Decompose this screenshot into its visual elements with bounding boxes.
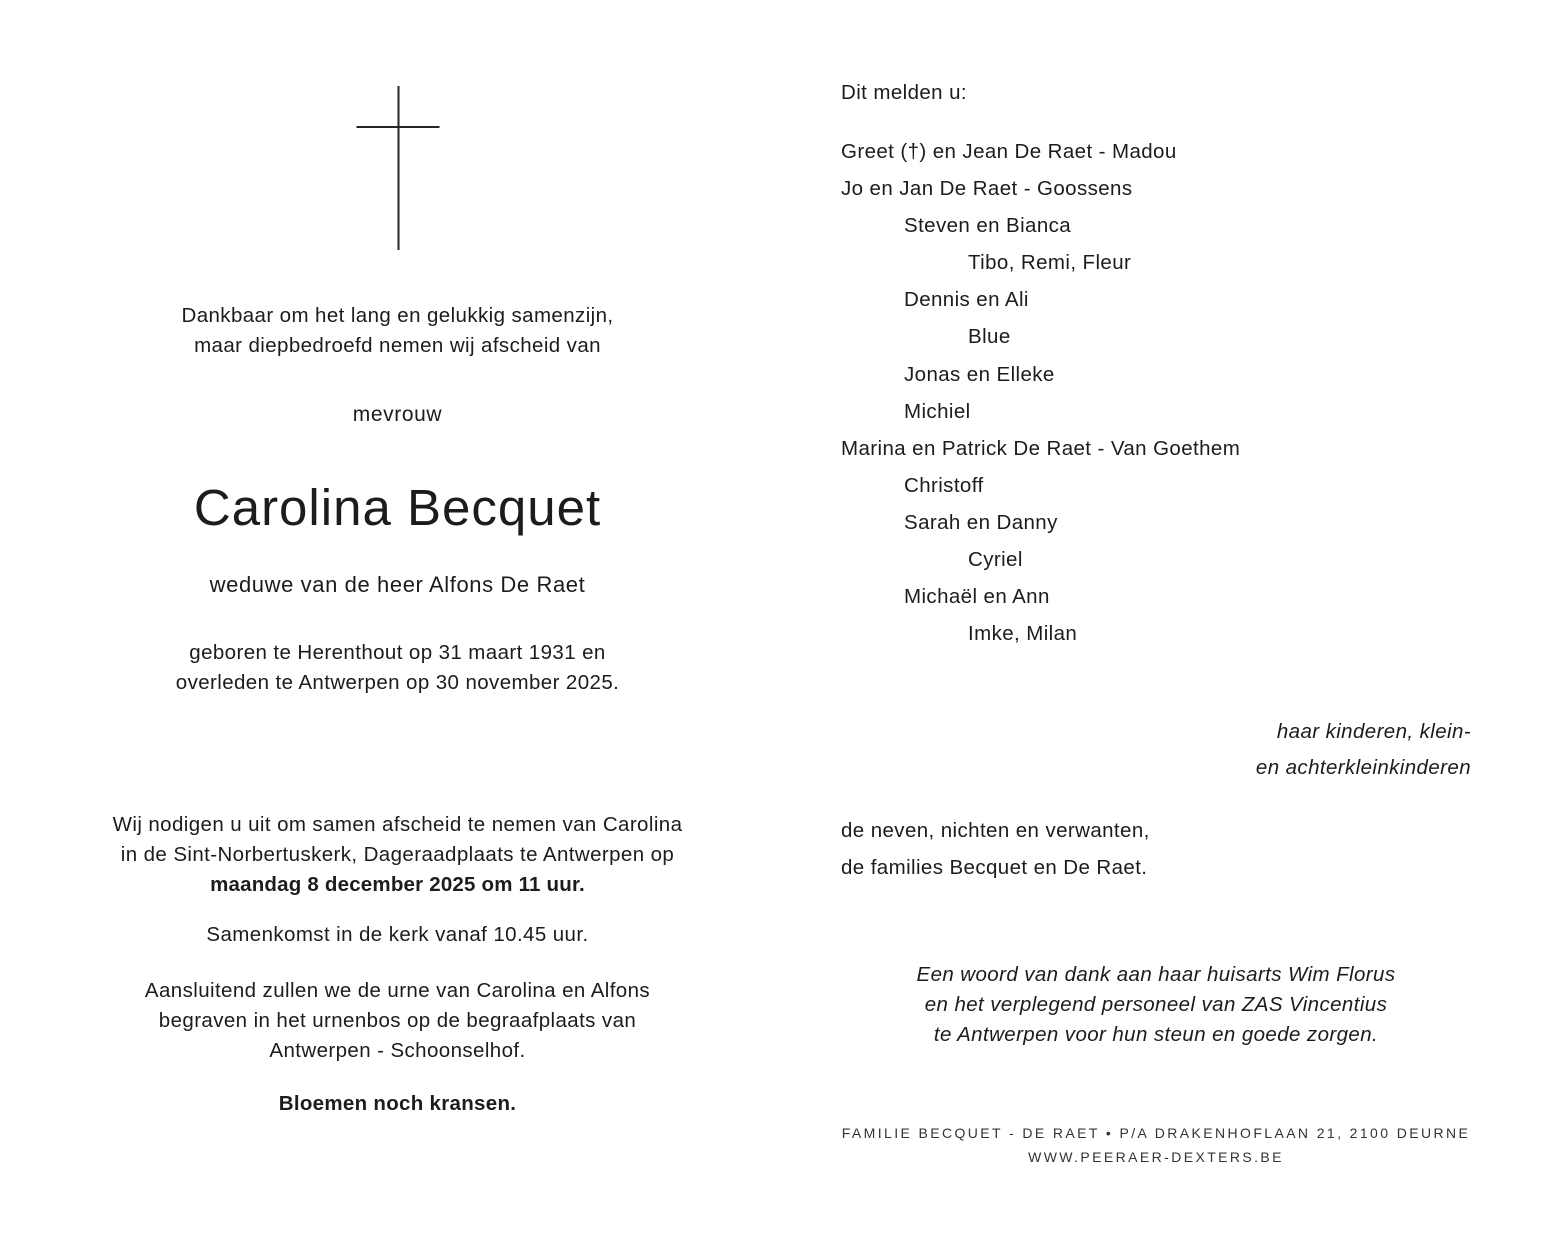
gathering-line: Samenkomst in de kerk vanaf 10.45 uur. [206, 923, 589, 946]
burial-text [75, 976, 720, 1066]
invitation-line: in de Sint-Norbertuskerk, Dageraadplaats te Antwerpen op [120, 843, 675, 866]
family-member-line: Jonas en Elleke [904, 362, 1055, 386]
family-member-line: Cyriel [968, 548, 1023, 572]
family-member-line: Jo en Jan De Raet - Goossens [841, 177, 1133, 201]
family-member-line: Marina en Patrick De Raet - Van Goethem [841, 436, 1241, 460]
family-member-line: Michaël en Ann [904, 585, 1050, 609]
intro-text [75, 301, 720, 361]
relation-line: weduwe van de heer Alfons De Raet [209, 572, 586, 597]
acknowledgement-line: en het verplegend personeel van ZAS Vincentius [924, 993, 1388, 1016]
deceased-name: Carolina Becquet [193, 479, 602, 536]
acknowledgement-line: Een woord van dank aan haar huisarts Wim Florus [916, 963, 1396, 986]
relatives-text [841, 812, 1471, 886]
footer [841, 1122, 1471, 1169]
family-member-line: Christoff [904, 473, 984, 497]
ceremony-date-line: maandag 8 december 2025 om 11 uur. [210, 873, 585, 896]
burial-line: Antwerpen - Schoonselhof. [269, 1039, 526, 1062]
family-member-line: Greet (†) en Jean De Raet - Madou [841, 140, 1177, 163]
invitation-line: Wij nodigen u uit om samen afscheid te nemen van Carolina [112, 813, 683, 836]
footer-website: WWW.PEERAER-DEXTERS.BE [1028, 1148, 1284, 1165]
invitation-text [75, 810, 720, 900]
family-member-line: Tibo, Remi, Fleur [968, 251, 1132, 275]
family-member-line: Imke, Milan [968, 622, 1078, 646]
children-closing-line: haar kinderen, klein- [1276, 720, 1471, 743]
birth-death-dates [75, 638, 720, 697]
family-member-line: Dennis en Ali [904, 288, 1029, 312]
burial-line: begraven in het urnenbos op de begraafplaats van [158, 1009, 637, 1032]
acknowledgement-line: te Antwerpen voor hun steun en goede zorgen. [933, 1023, 1379, 1046]
family-member-line: Michiel [904, 399, 971, 423]
left-column [75, 0, 720, 1253]
family-member-line: Sarah en Danny [904, 510, 1058, 534]
family-list [841, 133, 1471, 652]
family-member-line: Blue [968, 325, 1011, 349]
flowers-notice: Bloemen noch kransen. [278, 1092, 517, 1115]
death-line: overleden te Antwerpen op 30 november 2025. [175, 670, 620, 694]
children-closing-line: en achterkleinkinderen [1255, 756, 1471, 779]
latin-cross-icon [75, 85, 720, 251]
relatives-line: de families Becquet en De Raet. [841, 856, 1148, 879]
family-member-line: Steven en Bianca [904, 214, 1072, 238]
announcement-heading: Dit melden u: [841, 81, 967, 104]
acknowledgement-text [841, 960, 1471, 1050]
birth-line: geboren te Herenthout op 31 maart 1931 en [189, 641, 606, 664]
intro-line: maar diepbedroefd nemen wij afscheid van [194, 334, 601, 357]
relatives-line: de neven, nichten en verwanten, [841, 819, 1150, 842]
salutation: mevrouw [352, 403, 443, 426]
right-column [841, 0, 1471, 1253]
footer-family-address: FAMILIE BECQUET - DE RAET • P/A DRAKENHOFLAAN 21, 2100 DEURNE [841, 1125, 1471, 1141]
children-closing-text [841, 714, 1471, 786]
intro-line: Dankbaar om het lang en gelukkig samenzijn, [181, 304, 614, 327]
burial-line: Aansluitend zullen we de urne van Carolina en Alfons [144, 979, 651, 1002]
